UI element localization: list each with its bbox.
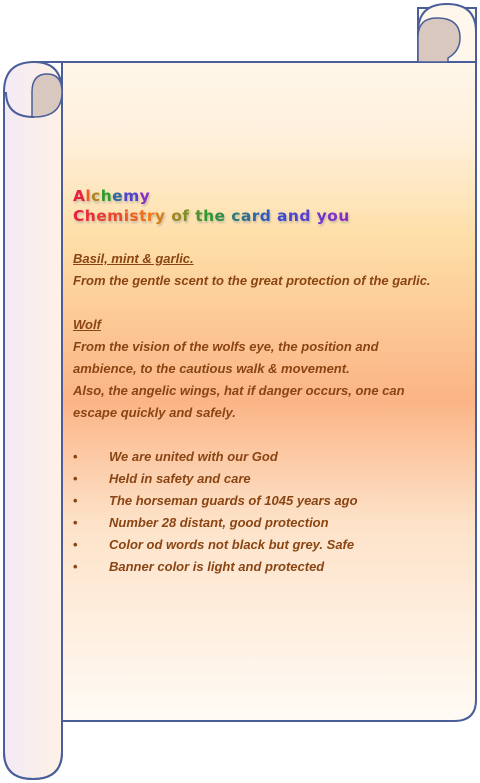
bullet-icon: • xyxy=(73,515,78,530)
section-text-herbs: From the gentle scent to the great protection of the garlic. xyxy=(73,273,431,288)
title-line-2: Chemistry of the card and you xyxy=(73,207,350,225)
list-item: • Number 28 distant, good protection xyxy=(73,512,435,534)
section-heading-herbs: Basil, mint & garlic. xyxy=(73,251,194,266)
bullet-icon: • xyxy=(73,449,78,464)
section-text-wolf-2: Also, the angelic wings, hat if danger occurs, one can escape quickly and safely. xyxy=(73,383,405,420)
list-item: • Held in safety and care xyxy=(73,468,435,490)
title-line-1: Alchemy xyxy=(73,187,151,205)
list-item: • The horseman guards of 1045 years ago xyxy=(73,490,435,512)
section-text-wolf-1: From the vision of the wolfs eye, the position and ambience, to the cautious walk & movement. xyxy=(73,339,379,376)
bullet-icon: • xyxy=(73,537,78,552)
left-rod xyxy=(4,62,62,779)
bullet-list xyxy=(73,446,435,578)
section-heading-wolf: Wolf xyxy=(73,317,101,332)
list-item: • Banner color is light and protected xyxy=(73,556,435,578)
bullet-icon: • xyxy=(73,471,78,486)
list-item: • Color od words not black but grey. Safe xyxy=(73,534,435,556)
list-item: • We are united with our God xyxy=(73,446,435,468)
scroll-text xyxy=(73,186,435,578)
bullet-icon: • xyxy=(73,493,78,508)
bullet-icon: • xyxy=(73,559,78,574)
